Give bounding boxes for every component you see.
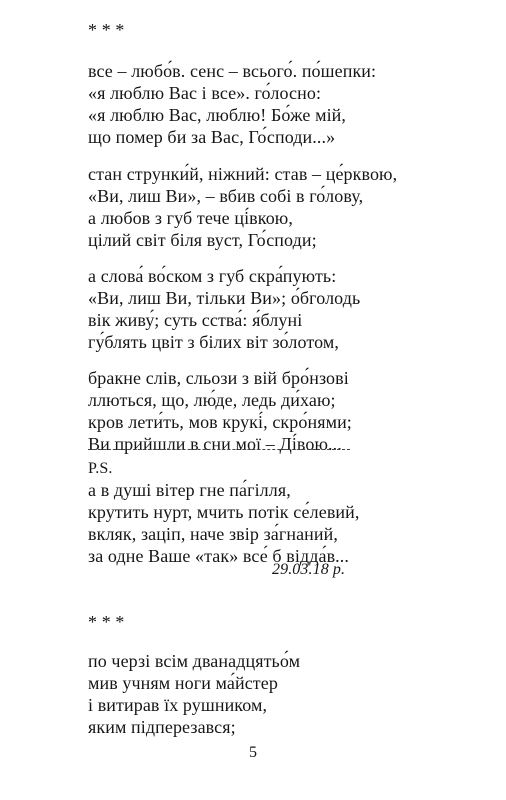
- verse-line: що помер би за Вас, Го́споди...»: [88, 127, 336, 147]
- verse-line: по черзі всім дванадцятьо́м: [88, 651, 301, 671]
- verse-line: кров лети́ть, мов крукі́, скро́нями;: [88, 412, 352, 432]
- verse-line: «Ви, лиш Ви, тільки Ви»; о́бголодь: [88, 288, 361, 308]
- verse-line: бракне слів, сльози з вій бро́нзові: [88, 368, 349, 388]
- ps-label: P.S.: [88, 460, 113, 477]
- page-number: 5: [249, 744, 257, 761]
- verse-line: «я люблю Вас і все». го́лосно:: [88, 83, 322, 103]
- verse-line: ллються, що, лю́де, ледь ди́хаю;: [88, 390, 336, 410]
- poem-date: 29.03.18 р.: [272, 561, 346, 578]
- verse-line: яким підперезався;: [88, 717, 236, 737]
- verse-line: крутить нурт, мчить потік се́левий,: [88, 502, 360, 522]
- verse-line: все – любо́в. сенс – всього́. по́шепки:: [88, 61, 377, 81]
- poem-marker: * * *: [88, 612, 125, 632]
- verse-line: а слова́ во́ском з губ скра́пують:: [88, 266, 337, 286]
- verse-line: стан струнки́й, ніжний: став – це́рквою,: [88, 164, 398, 184]
- poem-marker: * * *: [88, 20, 125, 40]
- verse-line: а в душі вітер гне па́гілля,: [88, 480, 291, 500]
- verse-line: Ви прийшли в сни мої – Ді́вою...: [88, 434, 342, 454]
- dashed-separator: [88, 449, 350, 450]
- verse-line: вік живу́; суть сства́: я́блуні: [88, 310, 303, 330]
- verse-line: вкляк, заціп, наче звір за́гнаний,: [88, 524, 338, 544]
- verse-line: «я люблю Вас, люблю! Бо́же мій,: [88, 105, 346, 125]
- verse-line: гу́блять цвіт з білих віт зо́лотом,: [88, 332, 339, 352]
- verse-line: і витирав їх рушником,: [88, 695, 268, 715]
- verse-line: мив учням ноги ма́йстер: [88, 673, 278, 693]
- verse-line: «Ви, лиш Ви», – вбив собі в го́лову,: [88, 186, 364, 206]
- verse-line: цілий світ біля вуст, Го́споди;: [88, 230, 317, 250]
- verse-line: за одне Ваше «так» все́ б відда́в...: [88, 546, 349, 566]
- verse-line: а любов з губ тече ці́вкою,: [88, 208, 293, 228]
